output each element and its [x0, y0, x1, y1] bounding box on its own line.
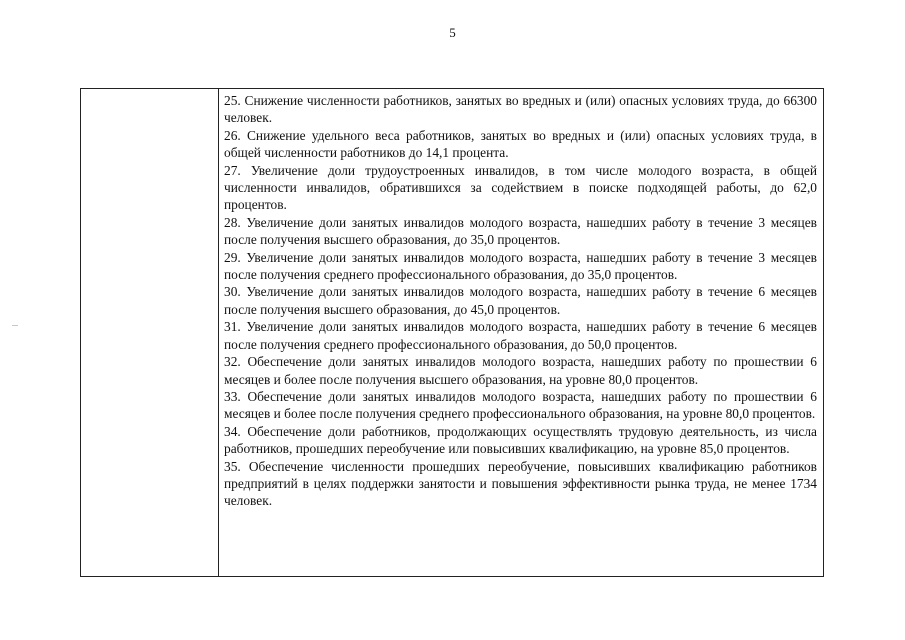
list-item-34: 34. Обеспечение доли работников, продолжающих осуществлять трудовую деятельность, из числа работников, прошедших переобучение или повысивших квалификацию, на уровне 85,0 процентов. [224, 423, 817, 457]
list-item-33: 33. Обеспечение доли занятых инвалидов молодого возраста, нашедших работу по прошествии 6 месяцев и более после получения среднего профессионального образования, на уровне 80,0 процентов. [224, 388, 817, 422]
scan-mark [12, 325, 18, 326]
list-item-29: 29. Увеличение доли занятых инвалидов молодого возраста, нашедших работу в течение 3 месяцев после получения среднего профессионального образования, до 35,0 процентов. [224, 249, 817, 283]
document-table [80, 88, 824, 577]
page-number: 5 [449, 25, 456, 40]
list-item-27: 27. Увеличение доли трудоустроенных инвалидов, в том числе молодого возраста, в общей численности инвалидов, обратившихся за содействием в поиске подходящей работы, до 62,0 процентов. [224, 162, 817, 213]
list-item-31: 31. Увеличение доли занятых инвалидов молодого возраста, нашедших работу в течение 6 месяцев после получения среднего профессионального образования, до 50,0 процентов. [224, 319, 817, 352]
table-right-column [219, 89, 823, 576]
list-item-25: 25. Снижение численности работников, занятых во вредных и (или) опасных условиях труда, до 66300 человек. [224, 93, 817, 126]
list-item-32: 32. Обеспечение доли занятых инвалидов молодого возраста, нашедших работу по прошествии 6 месяцев и более после получения высшего образования, на уровне 80,0 процентов. [224, 354, 817, 387]
list-item-35: 35. Обеспечение численности прошедших переобучение, повысивших квалификацию работников предприятий в целях поддержки занятости и повышения эффективности рынка труда, не менее 1734 человек. [224, 458, 817, 509]
list-item-28: 28. Увеличение доли занятых инвалидов молодого возраста, нашедших работу в течение 3 месяцев после получения высшего образования, до 35,0 процентов. [224, 214, 817, 248]
table-left-column [81, 89, 219, 576]
list-item-26: 26. Снижение удельного веса работников, занятых во вредных и (или) опасных условиях труда, в общей численности работников до 14,1 процента. [224, 127, 817, 161]
list-item-30: 30. Увеличение доли занятых инвалидов молодого возраста, нашедших работу в течение 6 месяцев после получения высшего образования, до 45,0 процентов. [224, 284, 817, 317]
